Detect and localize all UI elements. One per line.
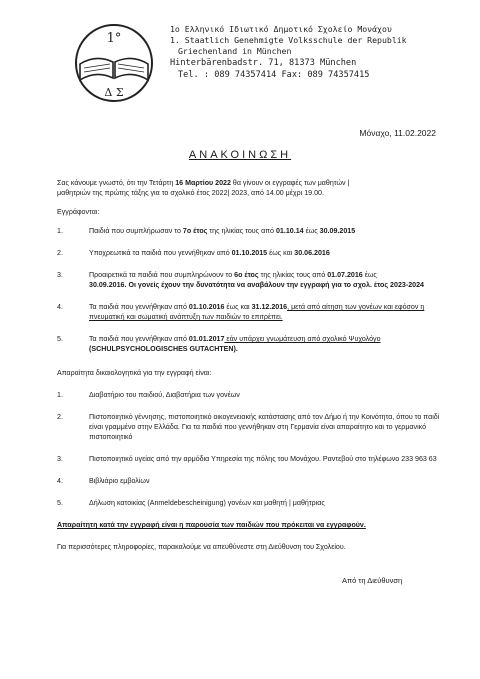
document-title: ΑΝΑΚΟΙΝΩΣΗ [188,149,292,161]
req-item-5: 5. Δήλωση κατοικίας (Anmeldebescheinigung) γονέων και μαθητή | μαθήτριας [57,499,325,507]
school-name-german-2: Griechenland in München [178,46,292,56]
enroll-item-1: 1. Παιδιά που συμπλήρωσαν το 7ο έτος της ηλικίας τους από 01.10.14 έως 30.09.2015 [57,227,356,235]
enroll-item-5: 5. Τα παιδιά που γεννήθηκαν από 01.01.2017 εάν υπάρχει γνωμάτευση από σχολικό Ψυχολόγο (SCHULPSYCHOLOGISCHES GUTACHTEN). [57,335,381,353]
school-name-german-1: 1. Staatlich Genehmigte Volksschule der Republik [170,35,407,45]
req-item-2: 2. Πιστοποιητικό γέννησης, πιστοποιητικό οικογενειακής κατάστασης από τον Δήμο ή την Κοινότητα, όπου το παιδί είναι γραμμένο στην Ελλάδα. Για τα παιδιά που γεννήθηκαν στη Γερμανία είναι απαραίτητο και το γερμανικό πιστοποιητικό [57,413,440,441]
logo-letters: Δ Σ [104,86,124,99]
enroll-item-4: 4. Τα παιδιά που γεννήθηκαν από 01.10.2016 έως και 31.12.2016, μετά από αίτηση των γονέων και εφόσον η πνευματική και σωματική ανάπτυξη των παιδιών το επιτρέπει. [57,303,425,321]
intro-paragraph: Σας κάνουμε γνωστό, ότι την Τετάρτη 16 Μαρτίου 2022 θα γίνουν οι εγγραφές των μαθητών | μαθητριών της πρώτης τάξης για το σχολικό έτος 2022| 2023, από 14.00 μέχρι 19.00. [57,179,350,197]
letter-date: Μόναχο, 11.02.2022 [359,128,436,138]
letterhead-text [170,24,470,81]
logo-number: 1° [106,31,122,46]
school-name-greek: 1ο Ελληνικό Ιδιωτικό Δημοτικό Σχολείο Μονάχου [170,24,392,34]
presence-note: Απαραίτητη κατά την εγγραφή είναι η παρουσία των παιδιών που πρόκειται να εγγραφούν. [57,521,366,529]
school-phone-fax: Tel. : 089 74357414 Fax: 089 74357415 [178,70,370,80]
signature-line: Από τη Διεύθυνση [342,576,403,585]
info-note: Για περισσότερες πληροφορίες, παρακαλούμε να απευθύνεστε στη Διεύθυνση του Σχολείου. [57,543,346,551]
requirements-heading: Απαραίτητα δικαιολογητικά για την εγγραφή είναι: [57,369,212,377]
enroll-item-3: 3. Προαιρετικά τα παιδιά που συμπληρώνουν το 6ο έτος της ηλικίας τους από 01.07.2016 έως 30.09.2016. Οι γονείς έχουν την δυνατότητα να αναβάλουν την εγγραφή για το σχολ. έτος 2023-2024 [57,271,424,289]
req-item-4: 4. Βιβλιάριο εμβολίων [57,477,150,485]
enrollment-heading: Εγγράφονται: [57,208,100,216]
announcement-body [57,178,449,552]
school-logo [66,22,162,104]
enroll-item-2: 2. Υποχρεωτικά τα παιδιά που γεννήθηκαν από 01.10.2015 έως και 30.06.2016 [57,249,330,257]
req-item-1: 1. Διαβατήριο του παιδιού, Διαβατήρια των γονέων [57,391,240,399]
req-item-3: 3. Πιστοποιητικό υγείας από την αρμόδια Υπηρεσία της πόλης του Μονάχου. Ραντεβού στο τηλέφωνο 233 963 63 [57,455,437,463]
school-address: Hinterbärenbadstr. 71, 81373 München [170,58,357,68]
